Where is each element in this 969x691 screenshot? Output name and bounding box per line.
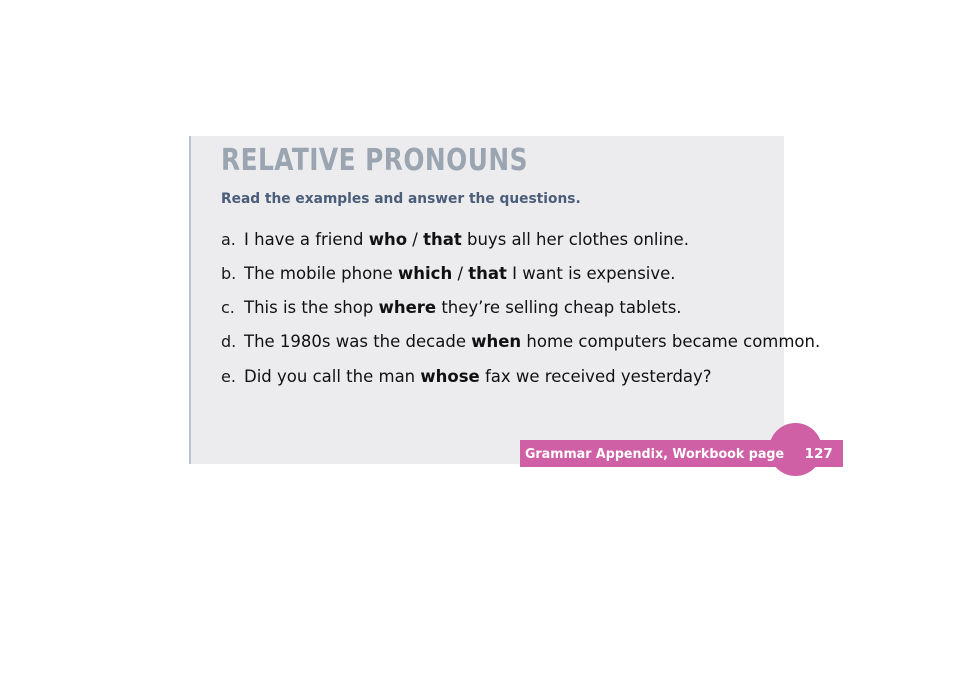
sentence-fragment: I want is expensive. — [506, 264, 676, 284]
highlighted-pronoun: which — [398, 264, 453, 284]
highlighted-pronoun: when — [471, 332, 522, 352]
list-item-letter: b. — [221, 264, 237, 284]
list-item — [221, 367, 766, 388]
sentence-fragment: buys all her clothes online. — [461, 230, 689, 249]
highlighted-pronoun: that — [423, 230, 462, 249]
instruction-text: Read the examples and answer the questions. — [221, 191, 581, 207]
sentence-fragment: home computers became common. — [521, 332, 821, 352]
list-item-letter: a. — [221, 230, 236, 249]
list-item-letter: d. — [221, 332, 237, 352]
sentence-fragment: / — [407, 230, 424, 249]
sentence-fragment: they’re selling cheap tablets. — [436, 298, 682, 318]
sentence-fragment: The 1980s was the decade — [244, 332, 472, 352]
sentence-fragment: fax we received yesterday? — [479, 366, 712, 386]
list-item-letter: c. — [221, 298, 235, 318]
page-title: RELATIVE PRONOUNS — [221, 143, 528, 178]
list-item-text — [244, 298, 682, 319]
highlighted-pronoun: where — [378, 298, 437, 318]
highlighted-pronoun: that — [468, 264, 507, 284]
list-item — [221, 332, 821, 353]
list-item-text — [244, 332, 820, 353]
list-item-letter: e. — [221, 366, 236, 386]
list-item-text — [244, 367, 712, 388]
sentence-fragment: / — [452, 264, 469, 284]
highlighted-pronoun: whose — [420, 366, 480, 386]
page-number-label: 127 — [804, 445, 833, 462]
sentence-fragment: This is the shop — [244, 298, 379, 318]
list-item-text — [244, 230, 689, 251]
example-list — [221, 230, 821, 401]
list-item — [221, 230, 766, 251]
source-reference-label: Grammar Appendix, Workbook page — [525, 445, 785, 462]
sentence-fragment: I have a friend — [244, 230, 369, 249]
source-reference-badge — [520, 440, 843, 467]
list-item-text — [244, 264, 676, 285]
list-item — [221, 264, 766, 285]
sentence-fragment: The mobile phone — [244, 264, 399, 284]
sentence-fragment: Did you call the man — [244, 366, 421, 386]
highlighted-pronoun: who — [368, 230, 408, 249]
list-item — [221, 298, 766, 319]
